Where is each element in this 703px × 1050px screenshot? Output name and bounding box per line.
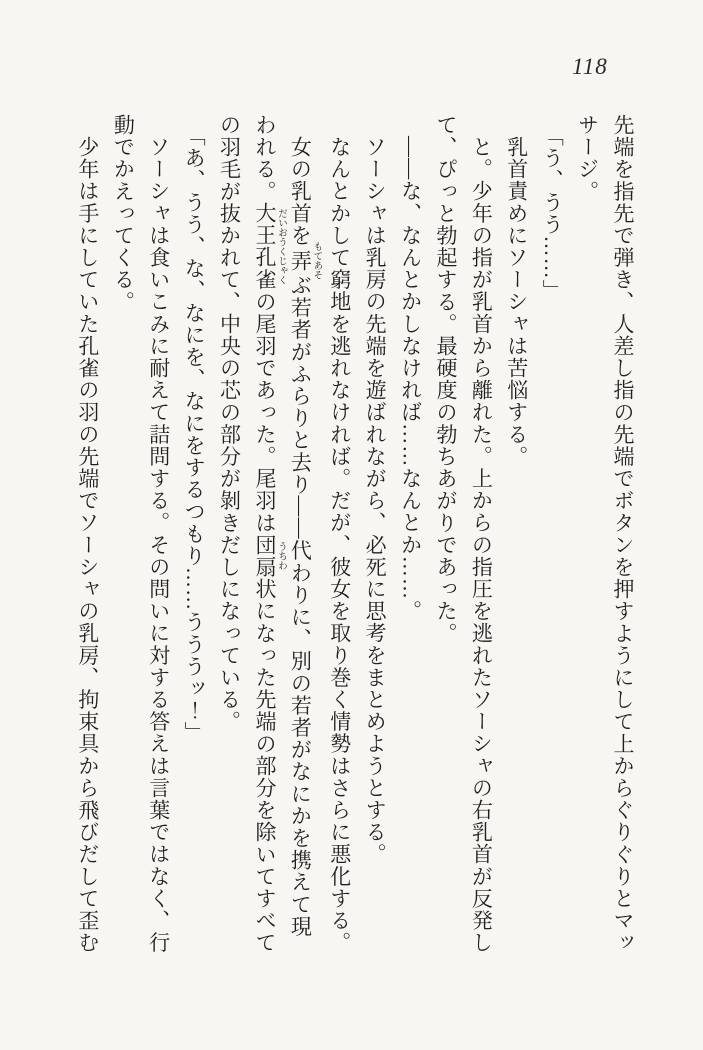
paragraph-5: ――な、なんとかしなければ……なんとか……。 [398, 136, 423, 623]
paragraph-10: ソーシャは食いこみに耐えて詰問する。その問いに対する答えは言葉ではなく、行動でかえってくる。 [111, 114, 171, 954]
paragraph-6: ソーシャは乳房の先端を遊ばれながら、必死に思考をまとめようとする。 [363, 136, 388, 866]
paragraph-3: 乳首責めにソーシャは苦悩する。 [504, 136, 529, 468]
page-number: 118 [572, 54, 608, 79]
vertical-text-area [72, 114, 640, 955]
paragraph-2: 「う、うう……」 [540, 125, 565, 302]
paragraph-4: と。少年の指が乳首から離れた。上からの指圧を逃れたソーシャの右乳首が反発して、ぴっと勃起する。最硬度の勃ちあがりであった。 [433, 114, 494, 954]
furigana-annotation: 大王孔雀 だいおうくじゃく [252, 202, 286, 291]
paragraph-11: 少年は手にしていた孔雀の羽の先端でソーシャの乳房、拘束具から飛びだして歪む [75, 136, 100, 954]
paragraph-8: 女の乳首を弄 もてあそぶ若者がふらりと去り――代わりに、別の若者がなにかを携えて現われる。大王孔雀 だいおうくじゃくの尾羽であった。尾羽は団扇 うちわ状になった先端の部分を除いてすべての羽毛が抜かれて、中央の芯の部分が剝きだしになっている。 [217, 114, 322, 954]
paragraph-9: 「あ、うう、な、なにを、なにをするつもり……うううッ！」 [182, 125, 207, 744]
paragraph-1: 先端を指先で弾き、人差し指の先端でボタンを押すようにして上からぐりぐりとマッサージ。 [575, 114, 635, 954]
furigana-annotation: 団扇 うちわ [252, 533, 286, 579]
furigana-annotation: 弄 もてあそ [288, 241, 322, 280]
paragraph-7: なんとかして窮地を逃れなければ。だが、彼女を取り巻く情勢はさらに悪化する。 [327, 136, 352, 954]
